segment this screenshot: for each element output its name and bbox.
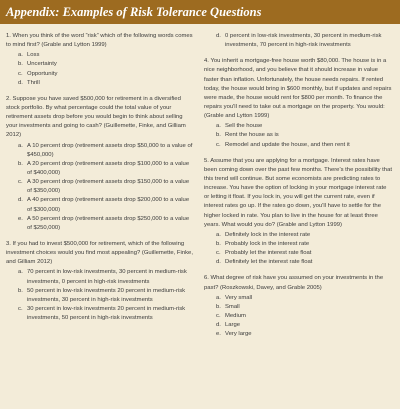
option-letter: d. (18, 79, 23, 86)
option-letter: a. (18, 142, 23, 149)
answer-options (204, 231, 392, 268)
option-letter: d. (216, 33, 221, 39)
answer-option (18, 60, 194, 69)
right-column (204, 32, 392, 346)
answer-options (204, 32, 392, 50)
answer-option (216, 231, 392, 240)
answer-option (216, 321, 392, 330)
answer-option (216, 249, 392, 258)
answer-option (18, 79, 194, 88)
answer-option (18, 268, 194, 286)
page-title: Appendix: Examples of Risk Tolerance Questions (6, 4, 262, 19)
option-text: Medium (225, 312, 246, 319)
question-text: 6. What degree of risk have you assumed on your investments in the past? (Roszkowski, Davey, and Grable 2005) (204, 275, 384, 291)
answer-option (18, 160, 194, 178)
option-text: Thrill (27, 79, 40, 86)
left-column (6, 32, 194, 346)
answer-options (6, 142, 194, 233)
question-block (204, 157, 392, 268)
answer-option (216, 141, 392, 150)
question-text: 1. When you think of the word “risk” which of the following words comes to mind first? (Grable and Lytton 1999) (6, 33, 193, 49)
option-text: 50 percent in low-risk investments 20 percent in medium-risk investments, 30 percent in high-risk investments (27, 287, 186, 303)
answer-options (6, 268, 194, 323)
question-block (204, 274, 392, 339)
option-letter: a. (18, 269, 23, 276)
option-text: A 20 percent drop (retirement assets drop $100,000 to a value of $400,000) (27, 160, 190, 176)
answer-option (18, 287, 194, 305)
option-letter: c. (18, 179, 23, 186)
option-text: Definitely lock in the interest rate (225, 231, 311, 238)
option-letter: b. (216, 303, 221, 310)
option-text: 0 percent in low-risk investments, 30 percent in medium-risk investments, 70 percent in high-risk investments (225, 33, 382, 49)
question-block (204, 32, 392, 50)
option-letter: e. (216, 331, 221, 338)
option-text: A 40 percent drop (retirement assets drop $200,000 to a value of $300,000) (27, 197, 190, 213)
question-block (204, 57, 392, 149)
option-text: Uncertainty (27, 61, 57, 68)
question-text: 4. You inherit a mortgage-free house worth $80,000. The house is in a nice neighborhood, and you believe that it should increase in value faster than inflation. Unfortunately, the house needs repairs. If rented today, the house would bring in $600 monthly, but if updates and repairs were made, the house would rent for $800 per month. To finance the repairs you'll need to take out a mortgage on the property. You would: (Grable and Lytton 1999) (204, 58, 392, 120)
option-letter: a. (216, 231, 221, 238)
answer-option (216, 303, 392, 312)
option-letter: b. (18, 287, 23, 294)
option-letter: a. (18, 52, 23, 59)
answer-option (216, 312, 392, 321)
option-letter: d. (18, 197, 23, 204)
option-letter: c. (18, 70, 23, 77)
answer-option (216, 32, 392, 50)
answer-option (18, 142, 194, 160)
option-text: Definitely let the interest rate float (225, 259, 313, 266)
answer-option (216, 240, 392, 249)
answer-option (216, 131, 392, 140)
question-block (6, 240, 194, 323)
answer-option (18, 305, 194, 323)
header-bar (0, 0, 400, 24)
option-letter: b. (216, 132, 221, 139)
answer-option (216, 122, 392, 131)
question-text: 2. Suppose you have saved $500,000 for retirement in a diversified stock portfolio. By what percentage could the total value of your retirement assets drop before you would begin to think about selling your investments and going to cash? (Guillemette, Finke, and Gilliam 2012) (6, 95, 186, 139)
answer-option (216, 258, 392, 267)
option-letter: c. (216, 312, 221, 319)
answer-option (18, 70, 194, 79)
option-text: Opportunity (27, 70, 58, 77)
option-text: Small (225, 303, 240, 310)
content-area (0, 24, 400, 346)
option-text: 70 percent in low-risk investments, 30 percent in medium-risk investments, 0 percent in high-risk investments (27, 269, 187, 285)
question-text: 5. Assume that you are applying for a mortgage. Interest rates have been coming down over the past few months. There's the possibility that this trend will continue. But some economists are predicting rates to increase. You have the option of locking in your mortgage interest rate or letting it float. If you lock in, you will get the current rate, even if interest rates go up. If the rates go down, you'll have to settle for the higher locked in rate. You plan to live in the house for at least three years. What would you do? (Grable and Lytton 1999) (204, 157, 392, 228)
option-letter: c. (216, 141, 221, 148)
option-text: Very large (225, 331, 252, 338)
option-letter: d. (216, 322, 221, 329)
answer-option (18, 196, 194, 214)
question-block (6, 95, 194, 233)
option-text: Very small (225, 294, 253, 301)
answer-option (216, 294, 392, 303)
question-block (6, 32, 194, 88)
option-letter: c. (18, 305, 23, 312)
option-letter: d. (216, 259, 221, 266)
option-letter: b. (216, 240, 221, 247)
answer-option (216, 330, 392, 339)
option-text: Rent the house as is (225, 132, 279, 139)
answer-options (6, 51, 194, 88)
option-text: A 10 percent drop (retirement assets drop $50,000 to a value of $450,000) (27, 142, 193, 158)
option-letter: a. (216, 123, 221, 130)
answer-option (18, 51, 194, 60)
option-text: 30 percent in low-risk investments 20 percent in medium-risk investments, 50 percent in high-risk investments (27, 305, 186, 322)
option-letter: b. (18, 160, 23, 167)
option-text: Large (225, 322, 241, 329)
option-letter: b. (18, 61, 23, 68)
option-text: Probably let the interest rate float (225, 250, 312, 257)
question-text: 3. If you had to invest $500,000 for retirement, which of the following investment choices would you find most appealing? (Guillemette, Finke, and Gilliam 2012) (6, 240, 193, 266)
option-text: Probably lock in the interest rate (225, 240, 310, 247)
answer-options (204, 294, 392, 340)
option-text: Loss (27, 52, 40, 59)
answer-option (18, 178, 194, 196)
option-text: A 50 percent drop (retirement assets drop $250,000 to a value of $250,000) (27, 215, 190, 231)
option-letter: e. (18, 215, 23, 222)
option-text: A 30 percent drop (retirement assets drop $150,000 to a value of $350,000) (27, 179, 190, 195)
option-letter: c. (216, 250, 221, 257)
option-text: Sell the house (225, 123, 263, 130)
answer-options (204, 122, 392, 149)
option-text: Remodel and update the house, and then rent it (225, 141, 350, 148)
answer-option (18, 215, 194, 233)
option-letter: a. (216, 294, 221, 301)
